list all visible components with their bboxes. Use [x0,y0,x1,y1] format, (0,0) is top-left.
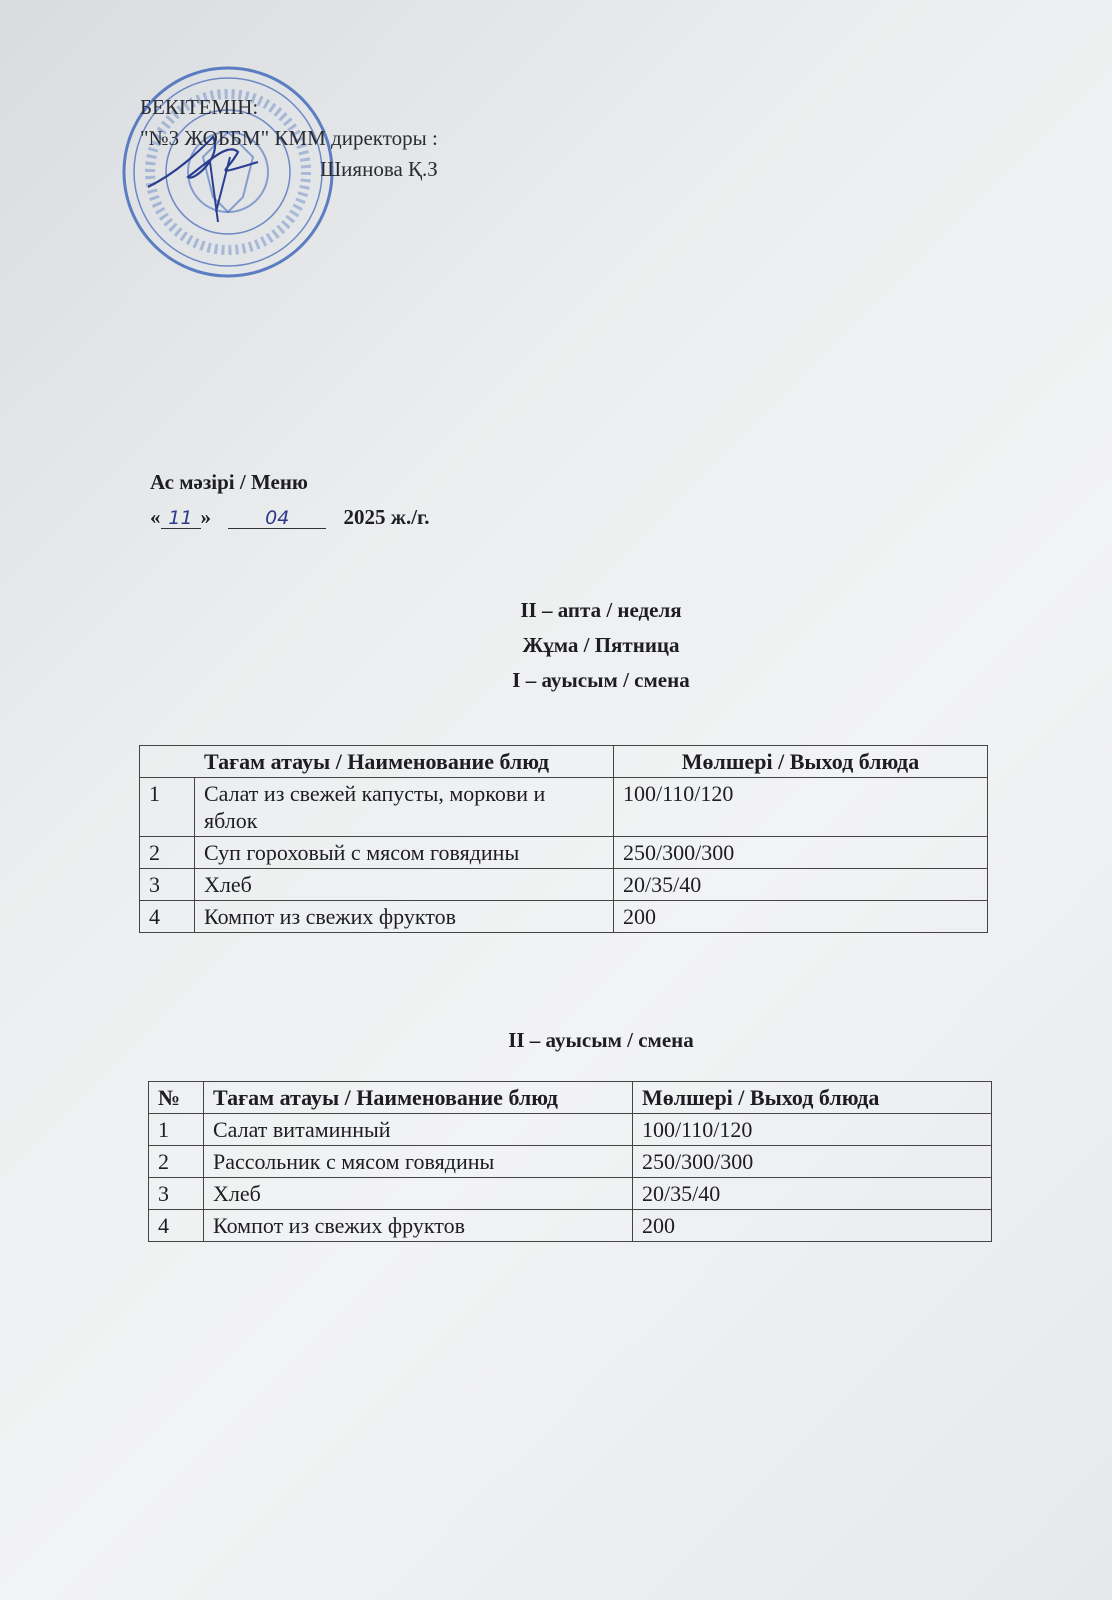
approval-block [140,92,438,185]
date-month: 04 [228,508,326,529]
column-header-yield: Мөлшері / Выход блюда [614,746,988,778]
dish-name: Хлеб [195,869,614,901]
shift1-heading: I – ауысым / смена [512,668,690,692]
column-header-dish: Тағам атауы / Наименование блюд [140,746,614,778]
row-number: 2 [140,837,195,869]
table-row [140,837,988,869]
dish-name: Компот из свежих фруктов [195,901,614,933]
table-row [149,1210,992,1242]
table-row [149,1114,992,1146]
shift1-menu-table [139,745,988,933]
dish-name: Салат из свежей капусты, моркови и яблок [195,778,614,837]
menu-date [150,505,429,530]
row-number: 3 [149,1178,204,1210]
column-header-number: № [149,1082,204,1114]
dish-name: Суп гороховый с мясом говядины [195,837,614,869]
week-heading: II – апта / неделя [520,598,682,622]
dish-yield: 250/300/300 [633,1146,992,1178]
dish-name: Компот из свежих фруктов [204,1210,633,1242]
column-header-yield: Мөлшері / Выход блюда [633,1082,992,1114]
dish-yield: 100/110/120 [614,778,988,837]
dish-yield: 200 [614,901,988,933]
table-header-row [149,1082,992,1114]
day-heading: Жұма / Пятница [522,633,680,657]
date-day: 11 [161,508,201,529]
dish-yield: 250/300/300 [614,837,988,869]
dish-name: Рассольник с мясом говядины [204,1146,633,1178]
table-row [140,869,988,901]
row-number: 2 [149,1146,204,1178]
row-number: 1 [140,778,195,837]
table-row [149,1146,992,1178]
table-header-row [140,746,988,778]
approval-heading: БЕКІТЕМІН: [140,95,259,119]
date-close-quote: » [200,505,211,529]
approval-director-name: Шиянова Қ.З [320,157,438,181]
dish-yield: 20/35/40 [633,1178,992,1210]
dish-yield: 100/110/120 [633,1114,992,1146]
column-header-dish: Тағам атауы / Наименование блюд [204,1082,633,1114]
row-number: 4 [140,901,195,933]
table-row [140,901,988,933]
row-number: 1 [149,1114,204,1146]
date-open-quote: « [150,505,161,529]
approval-organization: "№3 ЖОББМ" КММ директоры : [140,126,438,150]
dish-name: Хлеб [204,1178,633,1210]
table-row [140,778,988,837]
dish-name: Салат витаминный [204,1114,633,1146]
row-number: 3 [140,869,195,901]
dish-yield: 200 [633,1210,992,1242]
shift2-menu-table [148,1081,992,1242]
date-year: 2025 ж./г. [343,505,430,529]
dish-yield: 20/35/40 [614,869,988,901]
menu-title: Ас мәзірі / Меню [150,470,308,494]
row-number: 4 [149,1210,204,1242]
table-row [149,1178,992,1210]
shift2-heading: II – ауысым / смена [508,1028,694,1052]
